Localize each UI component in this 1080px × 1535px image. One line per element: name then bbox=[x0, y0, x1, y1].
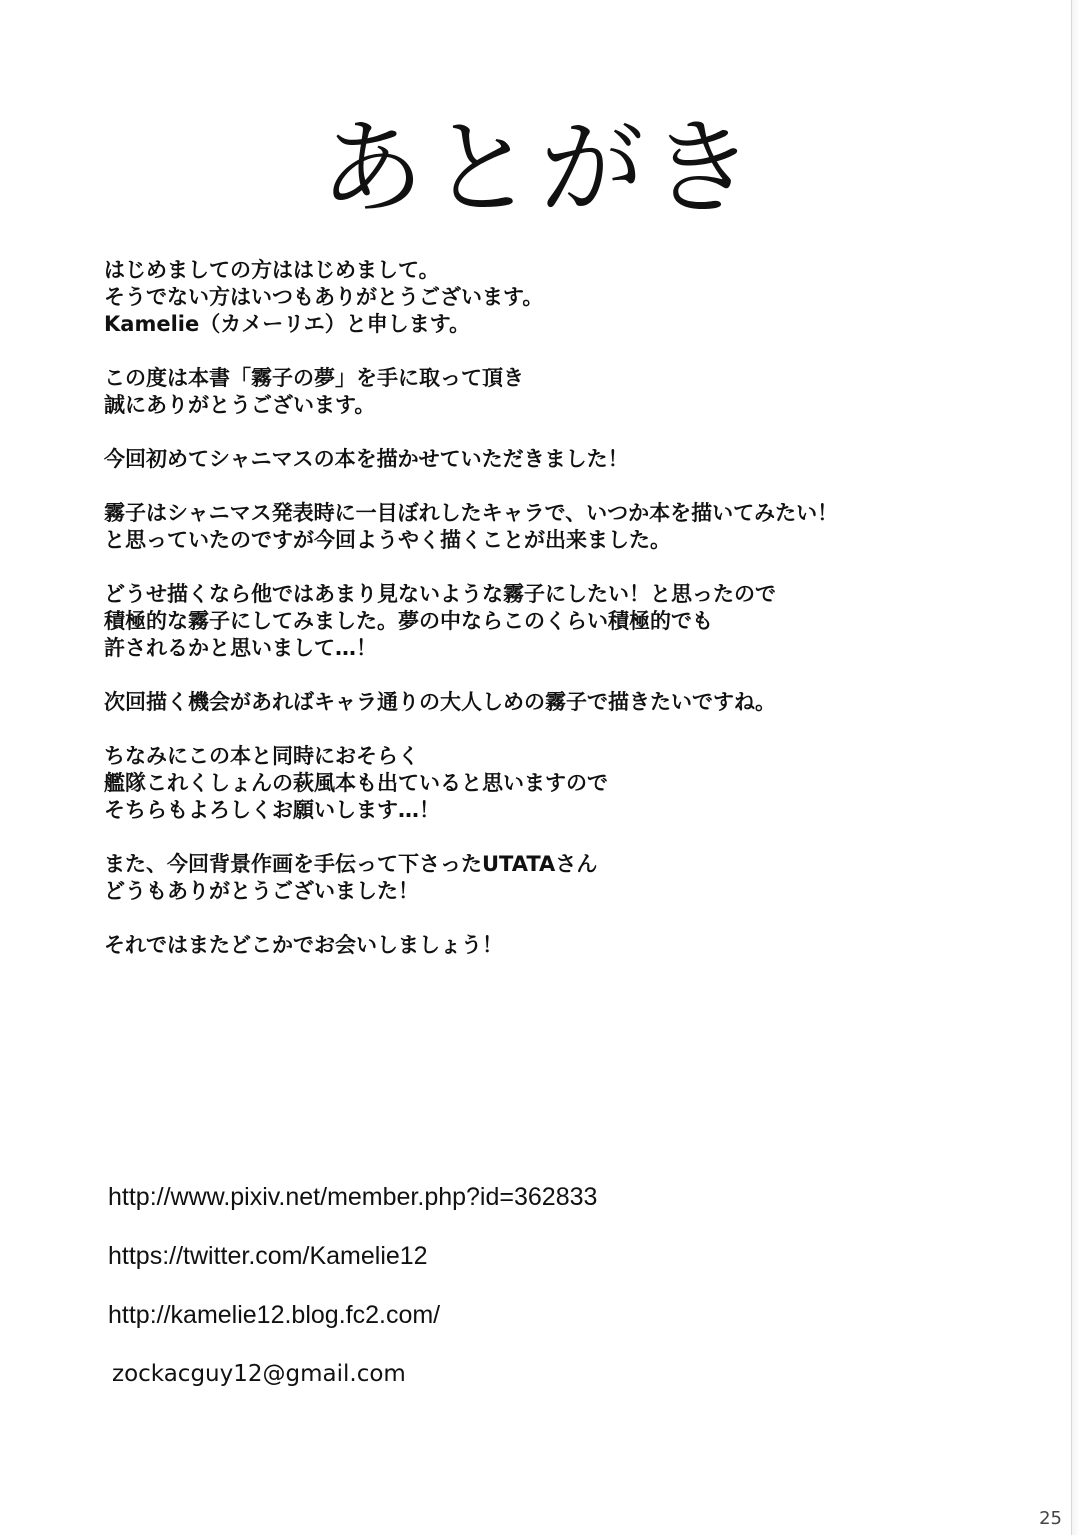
text-line: 霧子はシャニマス発表時に一目ぼれしたキャラで、いつか本を描いてみたい！ bbox=[104, 501, 839, 525]
text-line: 艦隊これくしょんの萩風本も出ていると思いますので bbox=[104, 771, 608, 795]
paragraph-greeting bbox=[104, 257, 1044, 338]
text-line: 積極的な霧子にしてみました。夢の中ならこのくらい積極的でも bbox=[104, 609, 713, 633]
paragraph-thanks bbox=[104, 365, 1044, 419]
page-number: 25 bbox=[1039, 1508, 1062, 1529]
pixiv-link[interactable]: http://www.pixiv.net/member.php?id=362833 bbox=[108, 1183, 598, 1211]
paragraph-concept bbox=[104, 581, 1044, 662]
twitter-link[interactable]: https://twitter.com/Kamelie12 bbox=[108, 1242, 428, 1270]
text-line: それではまたどこかでお会いしましょう！ bbox=[104, 933, 503, 957]
text-line: また、今回背景作画を手伝って下さったUTATAさん bbox=[104, 852, 598, 876]
paragraph-first-book bbox=[104, 446, 1044, 473]
paragraph-other-book bbox=[104, 743, 1044, 824]
text-line: この度は本書「霧子の夢」を手に取って頂き bbox=[104, 366, 524, 390]
text-line: どうもありがとうございました！ bbox=[104, 879, 419, 903]
text-line: 今回初めてシャニマスの本を描かせていただきました！ bbox=[104, 447, 629, 471]
text-line: そちらもよろしくお願いします…！ bbox=[104, 798, 440, 822]
text-line: Kamelie（カメーリエ）と申します。 bbox=[104, 312, 471, 336]
paragraph-farewell bbox=[104, 932, 1044, 959]
text-line: はじめましての方ははじめまして。 bbox=[104, 258, 440, 282]
page-edge bbox=[1071, 0, 1080, 1535]
text-line: ちなみにこの本と同時におそらく bbox=[104, 744, 419, 768]
email-address[interactable]: zockacguy12@gmail.com bbox=[112, 1361, 406, 1387]
text-line: と思っていたのですが今回ようやく描くことが出来ました。 bbox=[104, 528, 671, 552]
text-line: 許されるかと思いまして…！ bbox=[104, 636, 377, 660]
text-line: 誠にありがとうございます。 bbox=[104, 393, 376, 417]
paragraph-credits bbox=[104, 851, 1044, 905]
page-title: あとがき bbox=[319, 107, 760, 229]
blog-link[interactable]: http://kamelie12.blog.fc2.com/ bbox=[108, 1301, 441, 1329]
paragraph-kiriko bbox=[104, 500, 1044, 554]
paragraph-next-time bbox=[104, 689, 1044, 716]
contact-links bbox=[108, 1180, 597, 1416]
text-line: どうせ描くなら他ではあまり見ないような霧子にしたい！と思ったので bbox=[104, 582, 776, 606]
afterword-body bbox=[104, 257, 1044, 986]
text-line: そうでない方はいつもありがとうございます。 bbox=[104, 285, 544, 309]
text-line: 次回描く機会があればキャラ通りの大人しめの霧子で描きたいですね。 bbox=[104, 690, 776, 714]
